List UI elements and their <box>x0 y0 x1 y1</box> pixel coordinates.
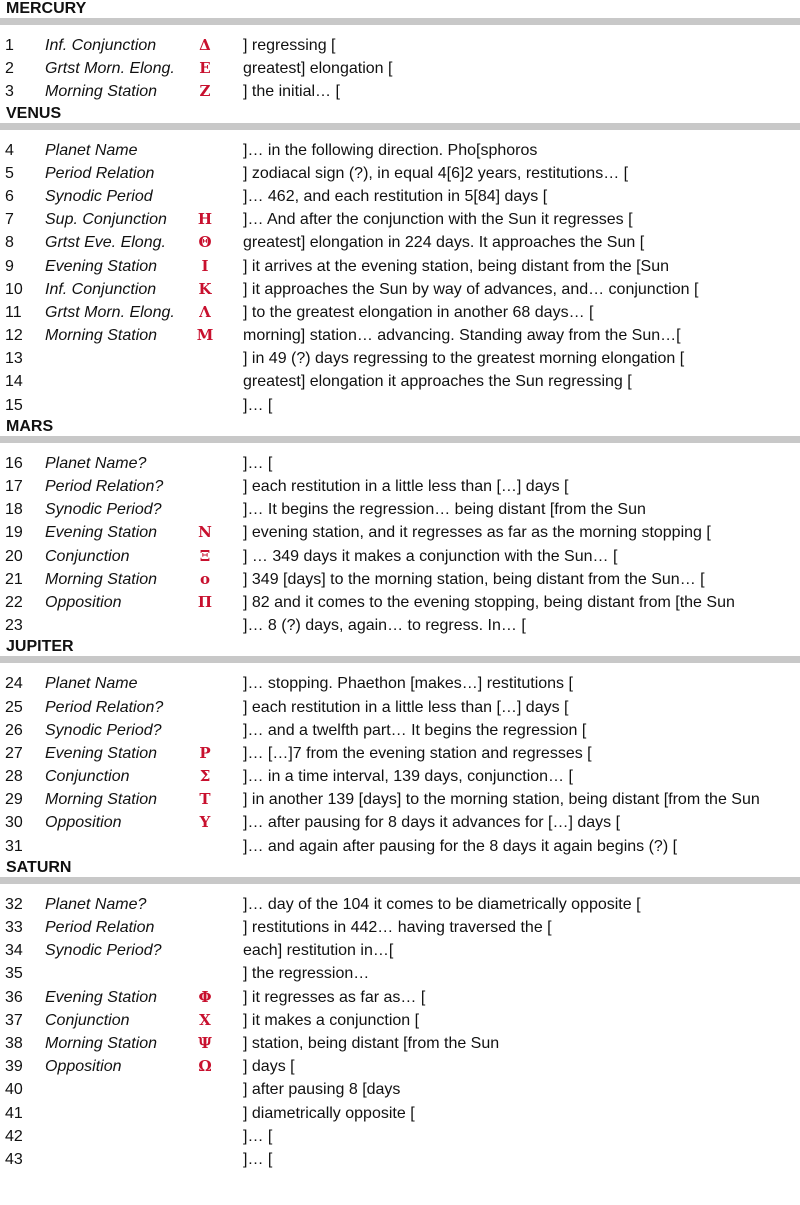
phenomenon-label: Grtst Morn. Elong. <box>45 60 175 78</box>
fragment-text: ] days [ <box>243 1058 295 1076</box>
section-title: MERCURY <box>6 0 87 17</box>
table-row <box>0 255 800 278</box>
table-row <box>0 696 800 719</box>
fragment-text: ] each restitution in a little less than […] days [ <box>243 478 569 495</box>
fragment-text: ] regressing [ <box>243 37 336 54</box>
line-number: 36 <box>5 988 23 1006</box>
greek-letter-glyph: Υ <box>199 813 211 832</box>
line-number: 37 <box>5 1011 23 1029</box>
phenomenon-label: Synodic Period? <box>45 721 162 739</box>
fragment-text: ]… after pausing for 8 days it advances for […] days [ <box>243 814 621 832</box>
greek-letter-glyph: Θ <box>198 233 212 252</box>
greek-letter-glyph: Ρ <box>199 743 211 762</box>
section-mars <box>0 418 800 639</box>
line-number: 33 <box>5 919 23 936</box>
table-row <box>0 1148 800 1171</box>
line-number: 9 <box>5 257 14 275</box>
phenomenon-label: Morning Station <box>45 83 158 101</box>
phenomenon-label: Synodic Period? <box>45 942 162 960</box>
fragment-text: ] after pausing 8 [days <box>243 1081 401 1099</box>
phenomenon-label: Opposition <box>45 814 122 832</box>
phenomenon-label: Morning Station <box>45 327 158 345</box>
table-row <box>0 765 800 788</box>
table-row <box>0 185 800 208</box>
phenomenon-label: Conjunction <box>45 1011 130 1029</box>
greek-letter-glyph: Χ <box>199 1010 211 1029</box>
phenomenon-label: Evening Station <box>45 988 158 1006</box>
phenomenon-label: Grtst Morn. Elong. <box>45 303 175 321</box>
fragment-text: ] station, being distant [from the Sun <box>243 1034 500 1052</box>
phenomenon-label: Planet Name? <box>45 454 147 472</box>
line-number: 13 <box>5 350 23 368</box>
line-number: 22 <box>5 593 23 611</box>
table-row <box>0 893 800 916</box>
greek-letter-glyph: Ω <box>198 1057 212 1076</box>
section-divider <box>0 656 800 663</box>
fragment-text: ]… [ <box>243 1150 273 1168</box>
fragment-text: ]… It begins the regression… being distant [from the Sun <box>243 501 646 519</box>
line-number: 32 <box>5 895 23 913</box>
phenomenon-label: Synodic Period? <box>45 501 162 519</box>
greek-letter-glyph: ο <box>199 569 210 588</box>
line-number: 19 <box>5 524 23 542</box>
fragment-text: ]… in a time interval, 139 days, conjunction… [ <box>243 768 573 786</box>
line-number: 26 <box>5 721 23 739</box>
greek-letter-glyph: Ψ <box>198 1033 212 1052</box>
phenomenon-label: Inf. Conjunction <box>45 280 157 298</box>
phenomenon-label: Conjunction <box>45 547 130 565</box>
table-row <box>0 498 800 521</box>
table-row <box>0 939 800 962</box>
line-number: 42 <box>5 1127 23 1145</box>
line-number: 30 <box>5 814 23 832</box>
fragment-text: ]… [ <box>243 1127 273 1145</box>
line-number: 3 <box>5 83 14 101</box>
table-row <box>0 742 800 765</box>
line-number: 27 <box>5 744 23 762</box>
line-number: 16 <box>5 454 23 472</box>
greek-letter-glyph: Ν <box>198 523 212 542</box>
table-row <box>0 324 800 347</box>
section-divider <box>0 18 800 25</box>
fragment-text: ] it arrives at the evening station, being distant from the [Sun <box>243 257 670 275</box>
fragment-text: greatest] elongation [ <box>243 60 393 78</box>
line-number: 31 <box>5 837 23 855</box>
section-title: SATURN <box>6 858 72 876</box>
fragment-text: greatest] elongation it approaches the Sun regressing [ <box>243 373 632 391</box>
table-row <box>0 672 800 695</box>
fragment-text: ] the initial… [ <box>243 83 340 101</box>
fragment-text: ]… and a twelfth part… It begins the regression [ <box>243 721 587 739</box>
line-number: 5 <box>5 164 14 182</box>
greek-letter-glyph: Κ <box>198 279 212 298</box>
table-row <box>0 788 800 811</box>
fragment-text: ] the regression… <box>243 965 370 983</box>
greek-letter-glyph: Λ <box>199 302 211 321</box>
fragment-text: ]… [ <box>243 396 273 414</box>
fragment-text: ] to the greatest elongation in another 68 days… [ <box>243 303 594 321</box>
phenomenon-label: Opposition <box>45 593 122 611</box>
table-row <box>0 568 800 591</box>
fragment-text: greatest] elongation in 224 days. It approaches the Sun [ <box>243 234 645 252</box>
fragment-text: each] restitution in…[ <box>243 942 394 960</box>
fragment-text: ]… 8 (?) days, again… to regress. In… [ <box>243 617 526 635</box>
line-number: 28 <box>5 768 23 786</box>
section-jupiter <box>0 638 800 859</box>
phenomenon-label: Sup. Conjunction <box>45 211 167 229</box>
table-row <box>0 208 800 231</box>
table-row <box>0 591 800 614</box>
line-number: 20 <box>5 547 23 565</box>
fragment-text: ] zodiacal sign (?), in equal 4[6]2 years, restitutions… [ <box>243 164 629 182</box>
line-number: 24 <box>5 675 23 693</box>
greek-letter-glyph: Μ <box>196 326 214 345</box>
line-number: 17 <box>5 478 23 495</box>
table-row <box>0 1055 800 1078</box>
fragment-text: ] it regresses as far as… [ <box>243 988 426 1006</box>
phenomenon-label: Morning Station <box>45 1034 158 1052</box>
table-row <box>0 614 800 637</box>
table-row <box>0 1009 800 1032</box>
table-row <box>0 1032 800 1055</box>
fragment-text: ] it approaches the Sun by way of advances, and… conjunction [ <box>243 280 699 298</box>
fragment-text: ] restitutions in 442… having traversed the [ <box>243 919 552 936</box>
table-row <box>0 57 800 80</box>
table-row <box>0 452 800 475</box>
greek-letter-glyph: Η <box>197 210 213 229</box>
table-row <box>0 521 800 544</box>
greek-letter-glyph: Ζ <box>199 82 211 101</box>
fragment-text: ] it makes a conjunction [ <box>243 1011 420 1029</box>
fragment-text: ] 82 and it comes to the evening stopping, being distant from [the Sun <box>243 593 735 611</box>
phenomenon-label: Evening Station <box>45 744 158 762</box>
table-row <box>0 80 800 103</box>
section-divider <box>0 877 800 884</box>
table-row <box>0 231 800 254</box>
phenomenon-label: Period Relation <box>45 919 155 936</box>
line-number: 43 <box>5 1150 23 1168</box>
line-number: 39 <box>5 1058 23 1076</box>
section-title: VENUS <box>6 104 62 122</box>
table-row <box>0 162 800 185</box>
table-row <box>0 545 800 568</box>
greek-letter-glyph: Π <box>197 592 213 611</box>
fragment-text: ] each restitution in a little less than […] days [ <box>243 698 569 716</box>
phenomenon-label: Conjunction <box>45 768 130 786</box>
fragment-text: ]… And after the conjunction with the Sun it regresses [ <box>243 211 633 229</box>
line-number: 15 <box>5 396 23 414</box>
fragment-text: ] in another 139 [days] to the morning station, being distant [from the Sun <box>243 791 760 809</box>
table-row <box>0 347 800 370</box>
section-saturn <box>0 859 800 1172</box>
section-title: MARS <box>6 417 54 435</box>
phenomenon-label: Period Relation? <box>45 478 164 495</box>
greek-letter-glyph: Σ <box>199 767 211 786</box>
line-number: 21 <box>5 570 23 588</box>
table-row <box>0 811 800 834</box>
fragment-text: morning] station… advancing. Standing away from the Sun…[ <box>243 327 681 345</box>
fragment-text: ]… in the following direction. Pho[sphoros <box>243 141 538 159</box>
fragment-text: ]… and again after pausing for the 8 days it again begins (?) [ <box>243 837 678 855</box>
fragment-text: ]… day of the 104 it comes to be diametrically opposite [ <box>243 895 641 913</box>
table-row <box>0 1078 800 1101</box>
line-number: 25 <box>5 698 23 716</box>
phenomenon-label: Planet Name? <box>45 895 147 913</box>
table-row <box>0 1125 800 1148</box>
phenomenon-label: Period Relation <box>45 164 155 182</box>
phenomenon-label: Grtst Eve. Elong. <box>45 234 166 252</box>
line-number: 40 <box>5 1081 23 1099</box>
section-divider <box>0 436 800 443</box>
phenomenon-label: Morning Station <box>45 570 158 588</box>
section-mercury <box>0 0 800 105</box>
line-number: 8 <box>5 234 14 252</box>
section-title: JUPITER <box>6 638 74 656</box>
table-row <box>0 394 800 417</box>
line-number: 1 <box>5 37 14 54</box>
table-row <box>0 139 800 162</box>
fragment-text: ]… […]7 from the evening station and regresses [ <box>243 744 592 762</box>
phenomenon-label: Opposition <box>45 1058 122 1076</box>
fragment-text: ]… stopping. Phaethon [makes…] restitutions [ <box>243 675 573 693</box>
table-row <box>0 962 800 985</box>
phenomenon-label: Synodic Period <box>45 187 153 205</box>
line-number: 12 <box>5 327 23 345</box>
fragment-text: ] in 49 (?) days regressing to the greatest morning elongation [ <box>243 350 685 368</box>
line-number: 18 <box>5 501 23 519</box>
phenomenon-label: Evening Station <box>45 524 158 542</box>
section-venus <box>0 105 800 418</box>
table-row <box>0 278 800 301</box>
line-number: 35 <box>5 965 23 983</box>
line-number: 10 <box>5 280 23 298</box>
table-row <box>0 370 800 393</box>
line-number: 2 <box>5 60 14 78</box>
phenomenon-label: Inf. Conjunction <box>45 37 157 54</box>
table-row <box>0 986 800 1009</box>
table-row <box>0 1102 800 1125</box>
greek-letter-glyph: Τ <box>199 790 211 809</box>
fragment-text: ]… [ <box>243 454 273 472</box>
line-number: 6 <box>5 187 14 205</box>
line-number: 38 <box>5 1034 23 1052</box>
fragment-text: ] 349 [days] to the morning station, being distant from the Sun… [ <box>243 570 705 588</box>
table-row <box>0 475 800 498</box>
line-number: 23 <box>5 617 23 635</box>
line-number: 29 <box>5 791 23 809</box>
greek-letter-glyph: Ι <box>201 256 209 275</box>
section-divider <box>0 123 800 130</box>
line-number: 7 <box>5 211 14 229</box>
phenomenon-label: Period Relation? <box>45 698 164 716</box>
line-number: 4 <box>5 141 14 159</box>
table-row <box>0 34 800 57</box>
phenomenon-label: Planet Name <box>45 141 138 159</box>
fragment-text: ]… 462, and each restitution in 5[84] days [ <box>243 187 548 205</box>
line-number: 41 <box>5 1104 23 1122</box>
greek-letter-glyph: Δ <box>199 36 211 54</box>
phenomenon-label: Morning Station <box>45 791 158 809</box>
phenomenon-label: Evening Station <box>45 257 158 275</box>
fragment-text: ] … 349 days it makes a conjunction with the Sun… [ <box>243 547 618 565</box>
table-row <box>0 719 800 742</box>
line-number: 34 <box>5 942 23 960</box>
phenomenon-label: Planet Name <box>45 675 138 693</box>
table-row <box>0 301 800 324</box>
line-number: 11 <box>5 303 22 321</box>
table-row <box>0 916 800 939</box>
fragment-text: ] evening station, and it regresses as far as the morning stopping [ <box>243 524 711 542</box>
fragment-text: ] diametrically opposite [ <box>243 1104 415 1122</box>
greek-letter-glyph: Φ <box>198 987 212 1006</box>
table-row <box>0 835 800 858</box>
line-number: 14 <box>5 373 23 391</box>
greek-letter-glyph: Ε <box>199 59 211 78</box>
greek-letter-glyph: Ξ <box>199 546 211 565</box>
